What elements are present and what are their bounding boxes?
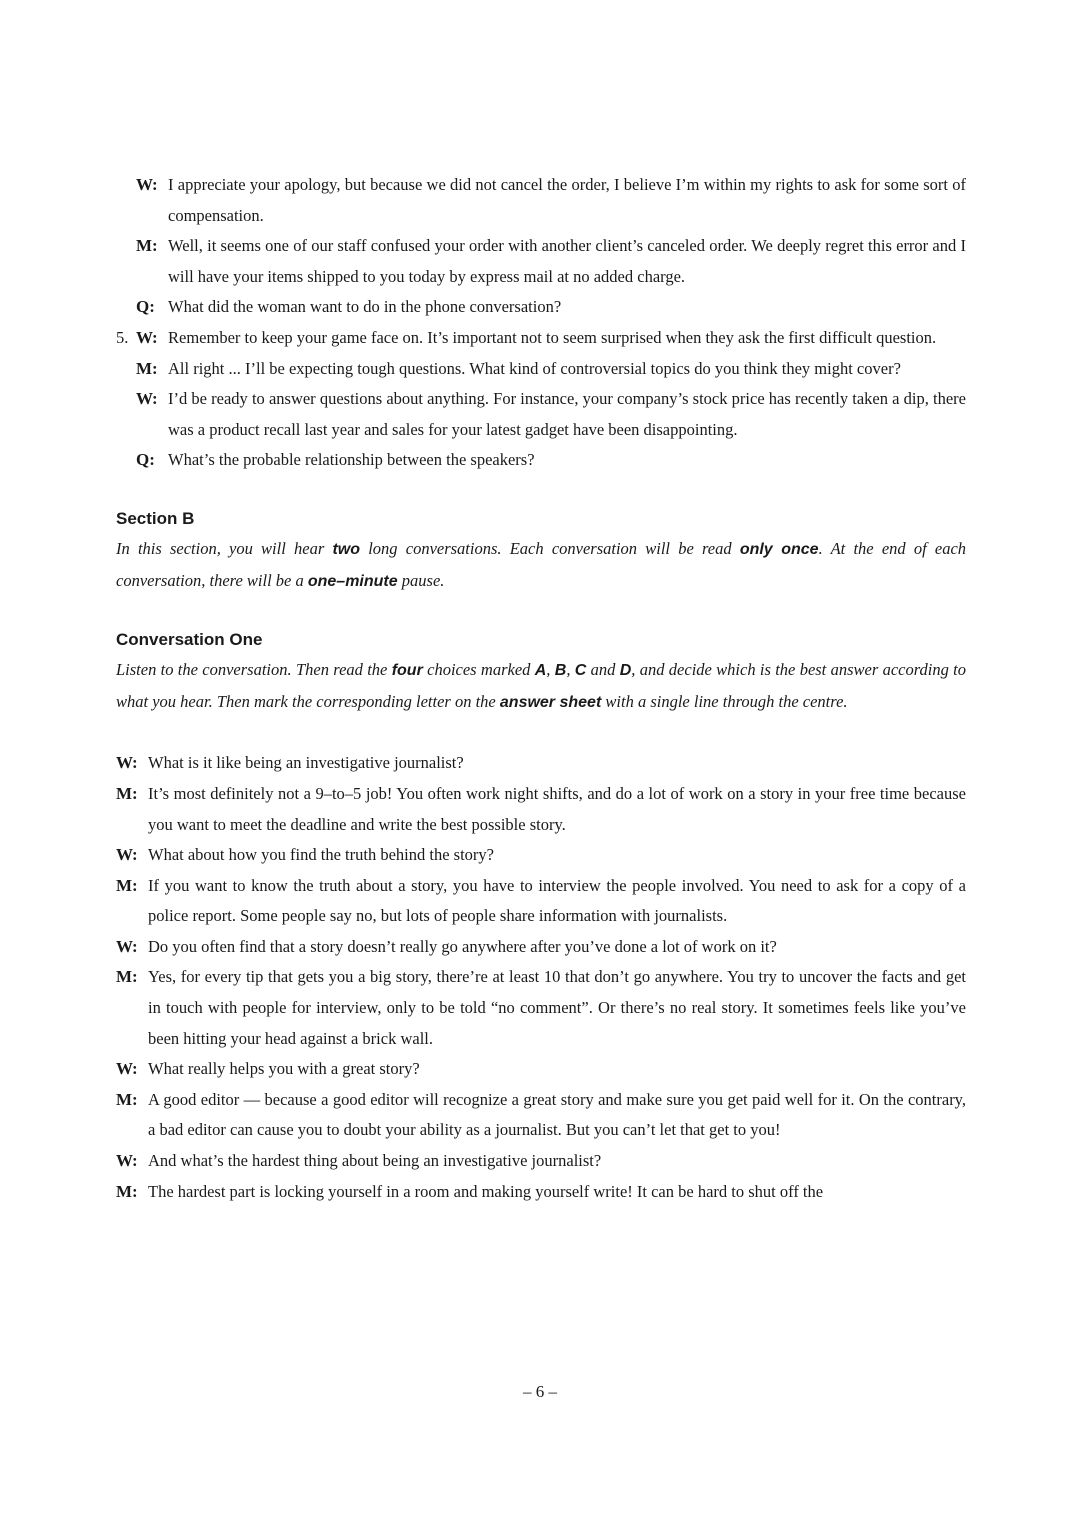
- instruction-text: In this section, you will hear: [116, 538, 333, 558]
- dialogue-text: What about how you find the truth behind the story?: [148, 845, 494, 865]
- dialogue-line: [116, 170, 966, 231]
- instruction-text: choices marked: [422, 660, 535, 680]
- speaker-label: W:: [116, 1151, 138, 1171]
- instruction-emphasis: only once: [739, 540, 819, 558]
- page-number: – 6 –: [523, 1382, 557, 1401]
- dialogue-line: [116, 1054, 966, 1085]
- instruction-text: , and decide which is the best answer according to what you hear. Then mark the corresponding letter on the: [116, 660, 967, 711]
- dialogue-line: [116, 962, 966, 1054]
- instruction-text: ,: [566, 660, 575, 680]
- dialogue-text: Remember to keep your game face on. It’s important not to seem surprised when they ask the first difficult question.: [168, 327, 937, 347]
- speaker-label: M:: [136, 236, 158, 256]
- speaker-label: W:: [116, 936, 138, 956]
- dialogue-line: [116, 779, 966, 840]
- section-b-instructions: [116, 534, 966, 597]
- speaker-label: M:: [116, 1089, 138, 1109]
- instruction-text: pause.: [397, 570, 445, 590]
- document-page: [116, 170, 966, 1207]
- dialogue-text: If you want to know the truth about a story, you have to interview the people involved. You need to ask for a copy of a police report. Some people say no, but lots of people share information with journalists.: [148, 875, 966, 926]
- instruction-emphasis: two: [332, 540, 361, 558]
- speaker-label: W:: [136, 327, 158, 347]
- instruction-emphasis: A: [534, 662, 547, 680]
- speaker-label: M:: [116, 967, 138, 987]
- part-a-dialogue: [116, 170, 966, 476]
- dialogue-line: [116, 384, 966, 445]
- speaker-label: W:: [136, 175, 158, 194]
- question-text: What’s the probable relationship between the speakers?: [168, 450, 535, 470]
- item-number: 5.: [116, 327, 129, 347]
- dialogue-line: [116, 871, 966, 932]
- dialogue-line: [116, 840, 966, 871]
- dialogue-text: Well, it seems one of our staff confused your order with another client’s canceled order. We deeply regret this error and I will have your items shipped to you today by express mail at no added charge.: [168, 236, 966, 286]
- section-b-heading: Section B: [116, 508, 195, 528]
- instruction-emphasis: B: [554, 662, 567, 680]
- dialogue-text: It’s most definitely not a 9–to–5 job! You often work night shifts, and do a lot of work on a story in your free time because you want to meet the deadline and write the best possible story.: [148, 783, 966, 834]
- speaker-label: M:: [136, 358, 158, 378]
- speaker-label: M:: [116, 1181, 138, 1201]
- conversation-one-heading: Conversation One: [116, 630, 263, 650]
- dialogue-text: Yes, for every tip that gets you a big story, there’re at least 10 that don’t go anywhere. You try to uncover the facts and get in touch with people for interview, only to be told “no comment”. Or there’s no real story. It sometimes feels like you’ve been hitting your head against a brick wall.: [148, 967, 966, 1048]
- speaker-label: W:: [116, 1059, 138, 1079]
- question-text: What did the woman want to do in the phone conversation?: [168, 297, 562, 317]
- speaker-label: M:: [116, 875, 138, 895]
- dialogue-text: I appreciate your apology, but because we did not cancel the order, I believe I’m within my rights to ask for some sort of compensation.: [168, 175, 966, 225]
- conversation-one-instructions: [116, 655, 966, 718]
- speaker-label: W:: [116, 845, 138, 865]
- dialogue-line: [116, 1146, 966, 1177]
- dialogue-line: [116, 748, 966, 779]
- instruction-text: . At the end of each conversation, there will be a: [116, 538, 967, 590]
- instruction-text: long conversations. Each conversation will be read: [360, 538, 740, 558]
- dialogue-text: All right ... I’ll be expecting tough questions. What kind of controversial topics do you think they might cover?: [168, 358, 901, 378]
- instruction-emphasis: C: [574, 662, 587, 680]
- dialogue-text: Do you often find that a story doesn’t really go anywhere after you’ve done a lot of work on it?: [148, 936, 777, 956]
- instruction-text: with a single line through the centre.: [601, 691, 848, 711]
- dialogue-line: [116, 354, 966, 385]
- spacer: [116, 718, 966, 748]
- instruction-text: Listen to the conversation. Then read the: [116, 660, 392, 680]
- dialogue-text: A good editor — because a good editor will recognize a great story and make sure you get paid well for it. On the contrary, a bad editor can cause you to doubt your ability as a journalist. But you can’t let that get to you!: [148, 1089, 966, 1140]
- dialogue-text: The hardest part is locking yourself in a room and making yourself write! It can be hard to shut off the: [148, 1181, 824, 1201]
- dialogue-line: [116, 1085, 966, 1146]
- dialogue-line: [116, 1177, 966, 1208]
- instruction-text: and: [586, 660, 620, 680]
- dialogue-line: [116, 932, 966, 963]
- instruction-emphasis: answer sheet: [499, 693, 602, 711]
- instruction-emphasis: one–minute: [307, 572, 398, 590]
- instruction-emphasis: four: [391, 662, 423, 680]
- conversation-dialogue: [116, 748, 966, 1207]
- speaker-label: W:: [116, 753, 138, 773]
- speaker-label: Q:: [136, 450, 155, 470]
- instruction-text: ,: [546, 660, 555, 680]
- dialogue-text: What is it like being an investigative journalist?: [148, 753, 464, 773]
- dialogue-text: What really helps you with a great story?: [148, 1059, 420, 1079]
- dialogue-line: [116, 323, 966, 354]
- instruction-emphasis: D: [619, 662, 632, 680]
- speaker-label: M:: [116, 783, 138, 803]
- speaker-label: Q:: [136, 297, 155, 317]
- question-line: [116, 292, 966, 323]
- dialogue-text: And what’s the hardest thing about being an investigative journalist?: [148, 1151, 602, 1171]
- dialogue-line: [116, 231, 966, 292]
- speaker-label: W:: [136, 389, 158, 409]
- question-line: [116, 445, 966, 476]
- dialogue-text: I’d be ready to answer questions about anything. For instance, your company’s stock price has recently taken a dip, there was a product recall last year and sales for your latest gadget have been disappointing.: [168, 389, 966, 439]
